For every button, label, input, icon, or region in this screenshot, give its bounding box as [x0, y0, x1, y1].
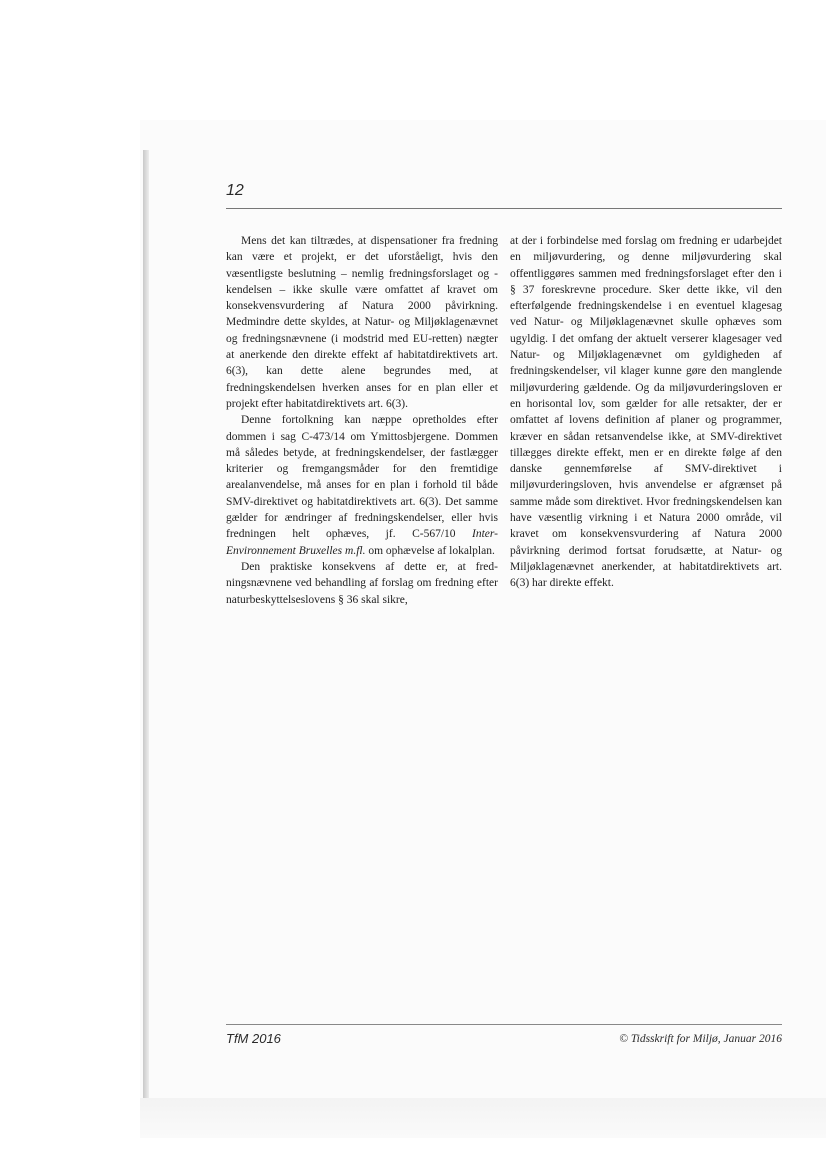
binding-shadow	[143, 150, 149, 1100]
paragraph: Den praktiske konsekvens af dette er, at fredningsnævnene ved behandling af forslag om fredning efter naturbeskyttelseslovens § 36 skal sikre,	[226, 560, 498, 606]
paragraph	[226, 412, 498, 559]
paragraph-text: om ophævelse af lokalplan.	[365, 544, 495, 557]
right-column	[510, 233, 782, 592]
header-rule	[226, 208, 782, 209]
paragraph-text: Denne fortolkning kan næppe opretholdes efter dommen i sag C-473/14 om Ymittosbjergene. Dommen må således betyde, at fredningskendelser, der fastlægger kriterier og fremgangsmåder for den fremtidige arealanvendelse, må anses for en plan i forhold til både SMV-direktivet og habitatdirektivets art. 6(3). Det samme gælder for ændringer af fredningskendelser, eller hvis fredningen helt ophæves, jf. C-567/10	[226, 414, 498, 541]
scan-shadow	[140, 1098, 826, 1138]
paragraph: Mens det kan tiltrædes, at dispensationer fra fredning kan være et projekt, er det uforståeligt, hvis den væsentligste beslutning – nemlig fredningsforslaget og -kendelsen – ikke skulle være omfattet af kravet om konsekvensvurdering af Natura 2000 påvirkning. Medmindre dette skyldes, at Natur- og Miljøklagenævnet og fredningsnævnene (i modstrid med EU-retten) nægter at anerkende den direkte effekt af habitatdirektivets art. 6(3), kan dette alene begrundes med, at fredningskendelsen hverken anses for en plan eller et projekt efter habitatdirektivets art. 6(3).	[226, 235, 498, 410]
page-number: 12	[226, 182, 244, 199]
case-name: Inter-Environnement Bruxelles m.fl.	[226, 528, 498, 557]
left-column	[226, 233, 498, 608]
footer-rule	[226, 1024, 782, 1025]
copyright-notice: © Tidsskrift for Miljø, Januar 2016	[619, 1033, 782, 1045]
journal-abbreviation: TfM 2016	[226, 1031, 281, 1046]
paragraph: at der i forbindelse med forslag om fredning er udarbejdet en miljøvurdering, og denne miljøvurdering skal offentliggøres sammen med fredningsforslaget efter den i § 37 foreskrevne procedure. Sker dette ikke, vil den efterfølgende fredningskendelse i en eventuel klagesag ved Natur- og Miljøklagenævnet skulle ophæves som ugyldig. I det omfang der aktuelt verserer klagesager ved Natur- og Miljøklagenævnet om gyldigheden af fredningskendelser, vil klager kunne gøre den manglende miljøvurdering gældende. Og da miljøvurderingsloven er en horisontal lov, som gælder for alle retsakter, der er omfattet af lovens definition af planer og programmer, kræver en sådan retsanvendelse ikke, at SMV-direktivet tillægges direkte effekt, men er en direkte følge af den danske gennemførelse af SMV-direktivet i miljøvurderingsloven, hvis anvendelse er afgrænset på samme måde som direktivet. Hvor fredningskendelsen kan have væsentlig virkning i et Natura 2000 område, vil kravet om konsekvensvurdering af Natura 2000 påvirkning derimod fortsat forudsætte, at Natur- og Miljøklagenævnet anerkender, at habitatdirektivets art. 6(3) har direkte effekt.	[510, 235, 782, 590]
